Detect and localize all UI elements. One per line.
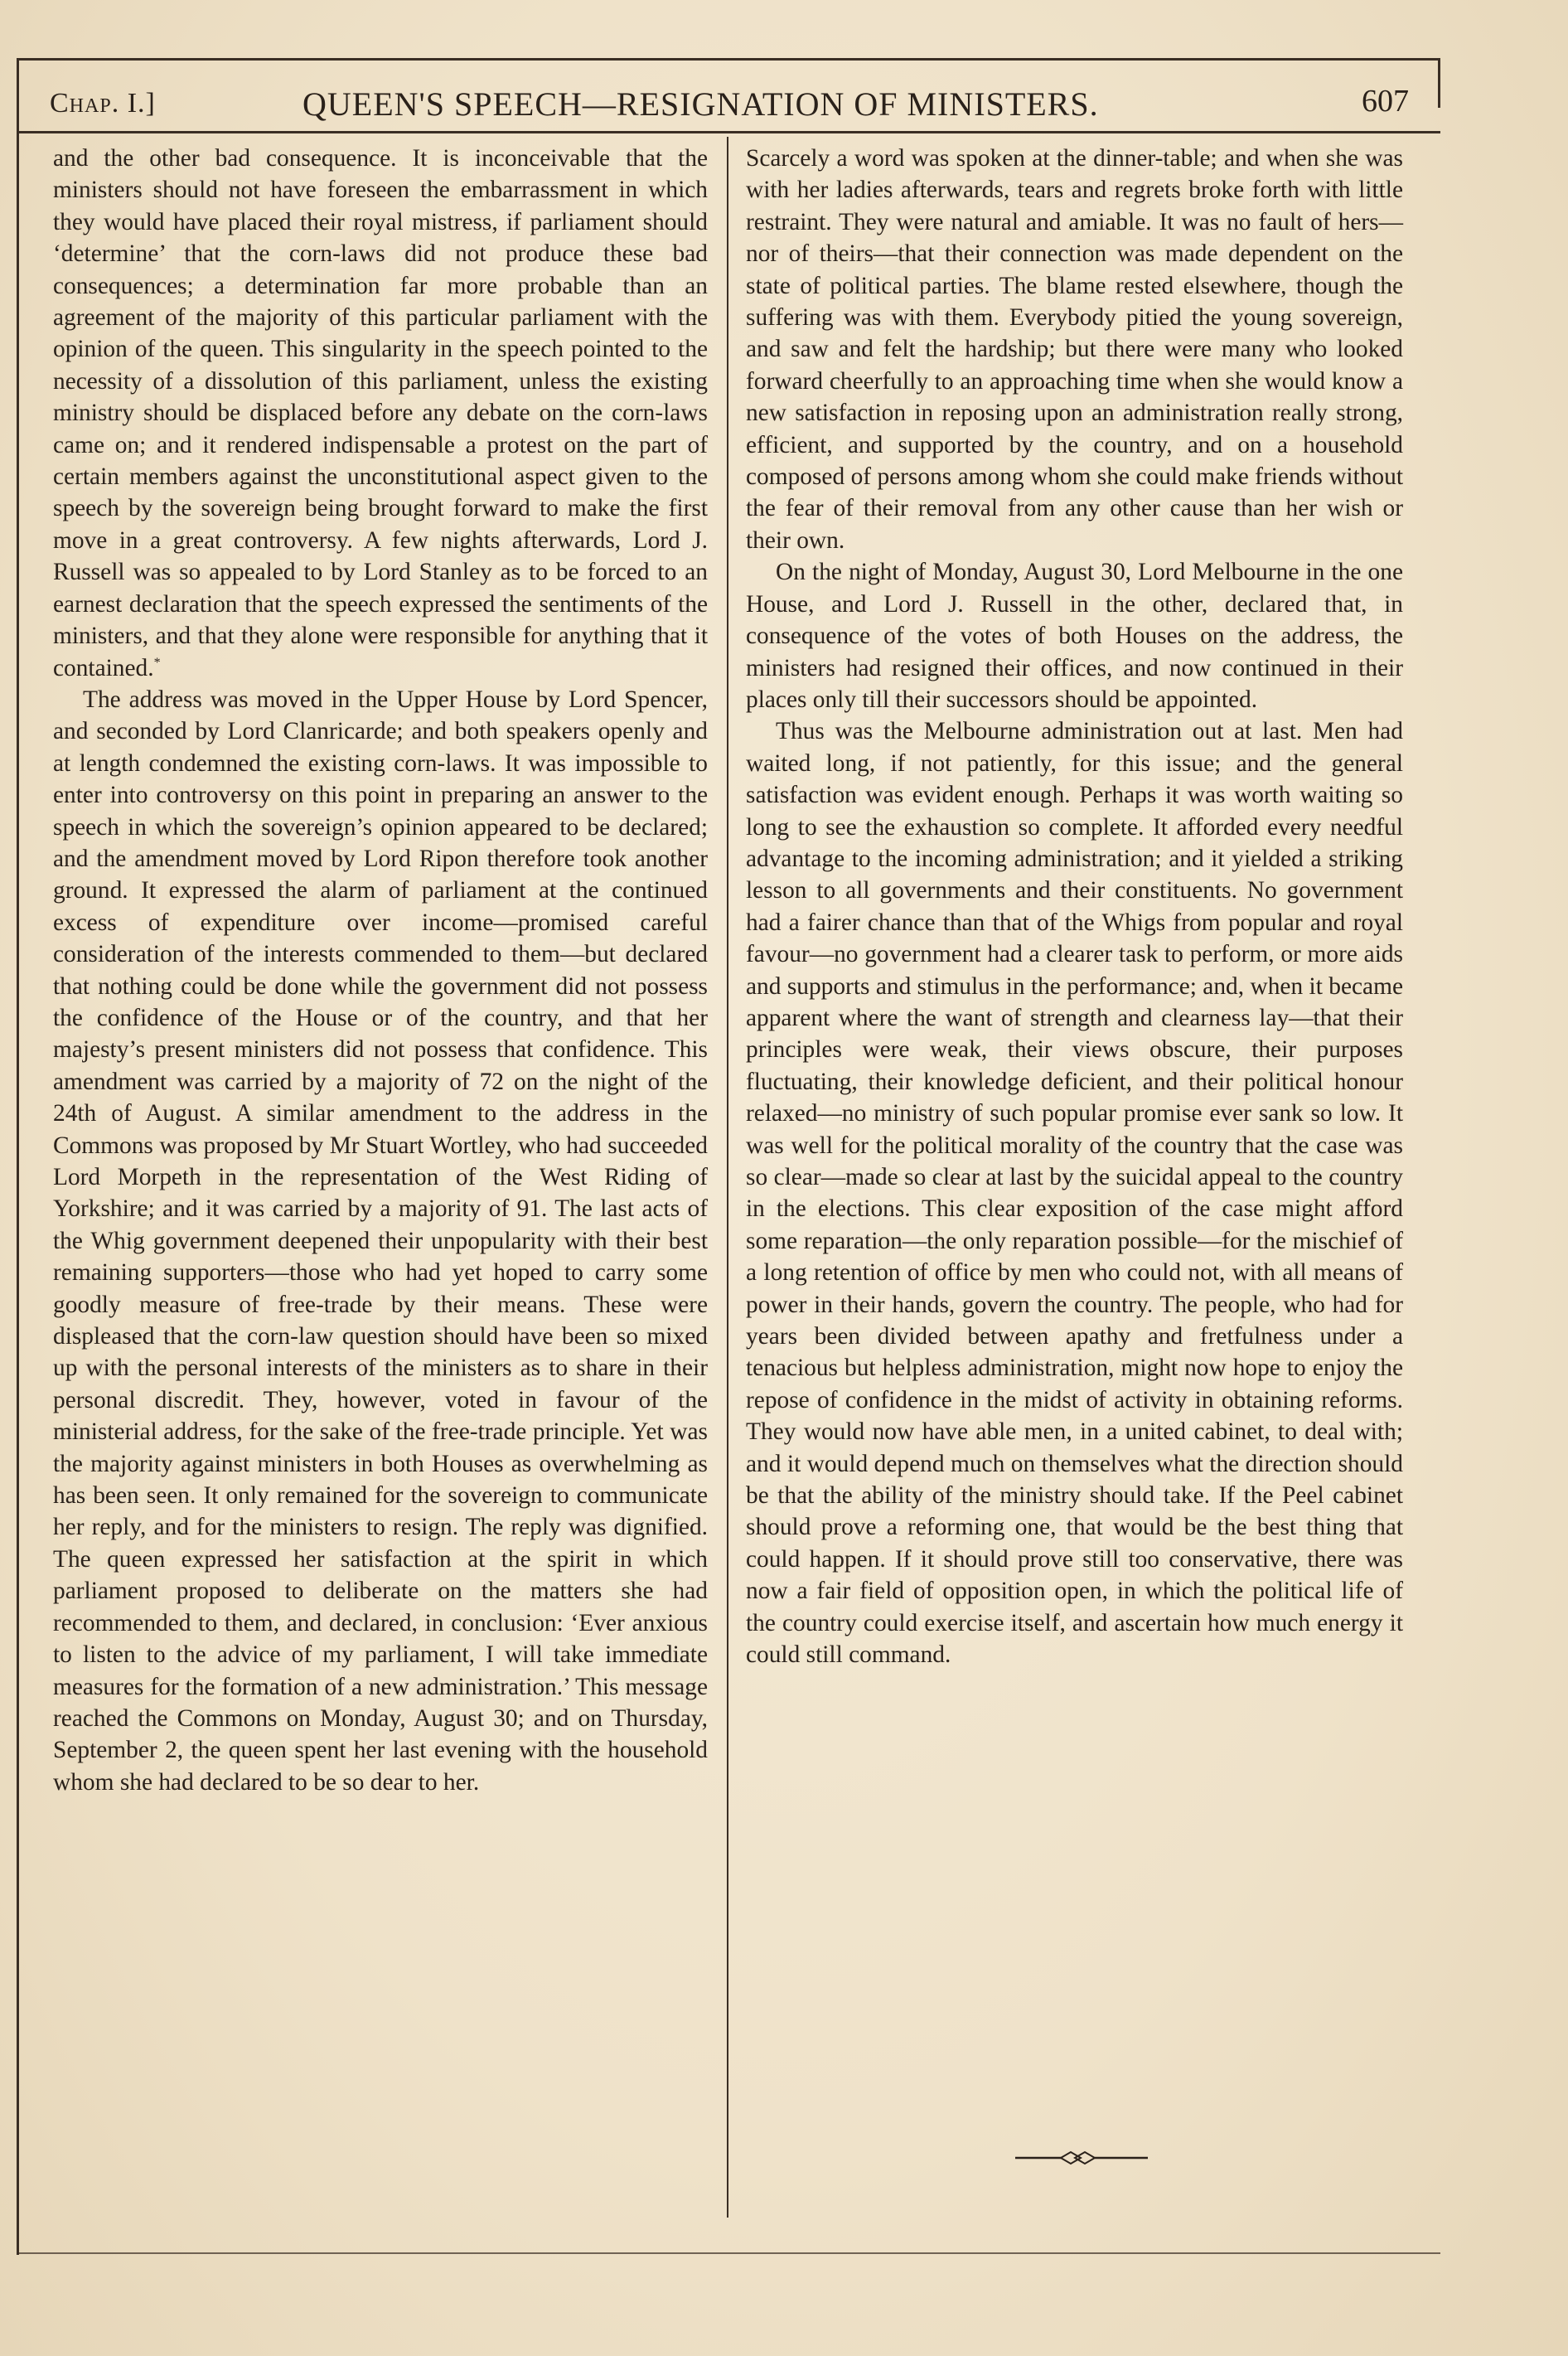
bottom-rule <box>18 2252 1440 2254</box>
page-number: 607 <box>1362 84 1409 119</box>
running-head <box>50 81 1409 128</box>
footnote-mark: * <box>153 655 161 670</box>
frame-right-rule <box>1438 58 1440 108</box>
right-paragraph-2: On the night of Monday, August 30, Lord Melbourne in the one House, and Lord J. Russell in the other, declared that, in consequence of the votes of both Houses on the address, the ministers had resigned their offices, and now continued in their places only till their successors should be appointed. <box>746 559 1403 713</box>
frame-top-rule <box>17 58 1440 61</box>
left-paragraph-1 <box>53 143 708 684</box>
column-divider <box>727 137 728 2218</box>
chapter-label: Chap. I.] <box>50 88 156 119</box>
left-paragraph-2: The address was moved in the Upper House by Lord Spencer, and seconded by Lord Clanricarde; and both speakers openly and at length condemned the existing corn-laws. It was impossible to enter into controversy on this point in preparing an answer to the speech in which the sovereign’s opinion appeared to be declared; and the amendment moved by Lord Ripon therefore took another ground. It expressed the alarm of parliament at the continued excess of expenditure over income—promised careful consideration of the interests commended to them—but declared that nothing could be done while the government did not possess the confidence of the House or of the country, and that her majesty’s present ministers did not possess that confidence. This amendment was carried by a majority of 72 on the night of the 24th of August. A similar amendment to the address in the Commons was proposed by Mr Stuart Wortley, who had succeeded Lord Morpeth in the representation of the West Riding of Yorkshire; and it was carried by a majority of 91. The last acts of the Whig government deepened their unpopularity with their best remaining supporters—those who had yet hoped to carry some goodly measure of free-trade by their means. These were displeased that the corn-law question should have been so mixed up with the personal interests of the ministers as to share in their personal discredit. They, however, voted in favour of the ministerial address, for the sake of the free-trade principle. Yet was the majority against ministers in both Houses as overwhelming as has been seen. It only remained for the sovereign to communicate her reply, and for the ministers to resign. The reply was dignified. The queen expressed her satisfaction at the spirit in which parliament proposed to deliberate on the matters she had recommended to them, and declared, in conclusion: ‘Ever anxious to listen to the advice of my parliament, I will take immediate measures for the formation of a new administration.’ This message reached the Commons on Monday, August 30; and on Thursday, September 2, the queen spent her last evening with the household whom she had declared to be so dear to her. <box>53 686 708 1796</box>
right-paragraph-1: Scarcely a word was spoken at the dinner-table; and when she was with her ladies afterwards, tears and regrets broke forth with little restraint. They were natural and amiable. It was no fault of hers—nor of theirs—that their connection was made dependent on the state of political parties. The blame rested elsewhere, though the suffering was with them. Everybody pitied the young sovereign, and saw and felt the hardship; but there were many who looked forward cheerfully to an approaching time when she would know a new satisfaction in reposing upon an administration really strong, efficient, and supported by the country, and on a household composed of persons among whom she could make friends without the fear of their removal from any other cause than her wish or their own. <box>746 145 1403 554</box>
frame-left-rule <box>17 58 19 2255</box>
tail-piece-ornament-icon <box>1015 2145 1148 2170</box>
right-column <box>746 143 1403 1671</box>
left-paragraph-1-text: and the other bad consequence. It is inconceivable that the ministers should not have foreseen the embarrassment in which they would have placed their royal mistress, if parliament should ‘determine’ that the corn-laws did not produce these bad consequences; a determination far more probable than an agreement of the majority of this particular parliament with the opinion of the queen. This singularity in the speech pointed to the necessity of a dissolution of this parliament, unless the existing ministry should be displaced before any debate on the corn-laws came on; and it rendered indispensable a protest on the part of certain members against the unconstitutional aspect given to the speech by the sovereign being brought forward to make the first move in a great controversy. A few nights afterwards, Lord J. Russell was so appealed to by Lord Stanley as to be forced to an earnest declaration that the speech expressed the sentiments of the ministers, and that they alone were responsible for anything that it contained. <box>53 145 708 681</box>
running-title: QUEEN'S SPEECH—RESIGNATION OF MINISTERS. <box>302 85 1099 123</box>
left-column <box>53 143 708 1798</box>
right-paragraph-3: Thus was the Melbourne administration out at last. Men had waited long, if not patiently, for this issue; and the general satisfaction was evident enough. Perhaps it was worth waiting so long to see the exhaustion so complete. It afforded every needful advantage to the incoming administration; and it yielded a striking lesson to all governments and their constituents. No government had a fairer chance than that of the Whigs from popular and royal favour—no government had a clearer task to perform, or more aids and supports and stimulus in the performance; and, when it became apparent where the want of strength and clearness lay—that their principles were weak, their views obscure, their purposes fluctuating, their knowledge deficient, and their political honour relaxed—no ministry of such popular promise ever sank so low. It was well for the political morality of the country that the case was so clear—made so clear at last by the suicidal appeal to the country in the elections. This clear exposition of the case might afford some reparation—the only reparation possible—for the mischief of a long retention of office by men who could not, with all means of power in their hands, govern the country. The people, who had for years been divided between apathy and fretfulness under a tenacious but helpless administration, might now hope to enjoy the repose of confidence in the midst of activity in obtaining reforms. They would now have able men, in a united cabinet, to deal with; and it would depend much on themselves what the direction should be that the ability of the ministry should take. If the Peel cabinet should prove a reforming one, that would be the best thing that could happen. If it should prove still too conservative, there was now a fair field of opposition open, in which the political life of the country could exercise itself, and ascertain how much energy it could still command. <box>746 718 1403 1669</box>
header-rule <box>18 131 1440 133</box>
